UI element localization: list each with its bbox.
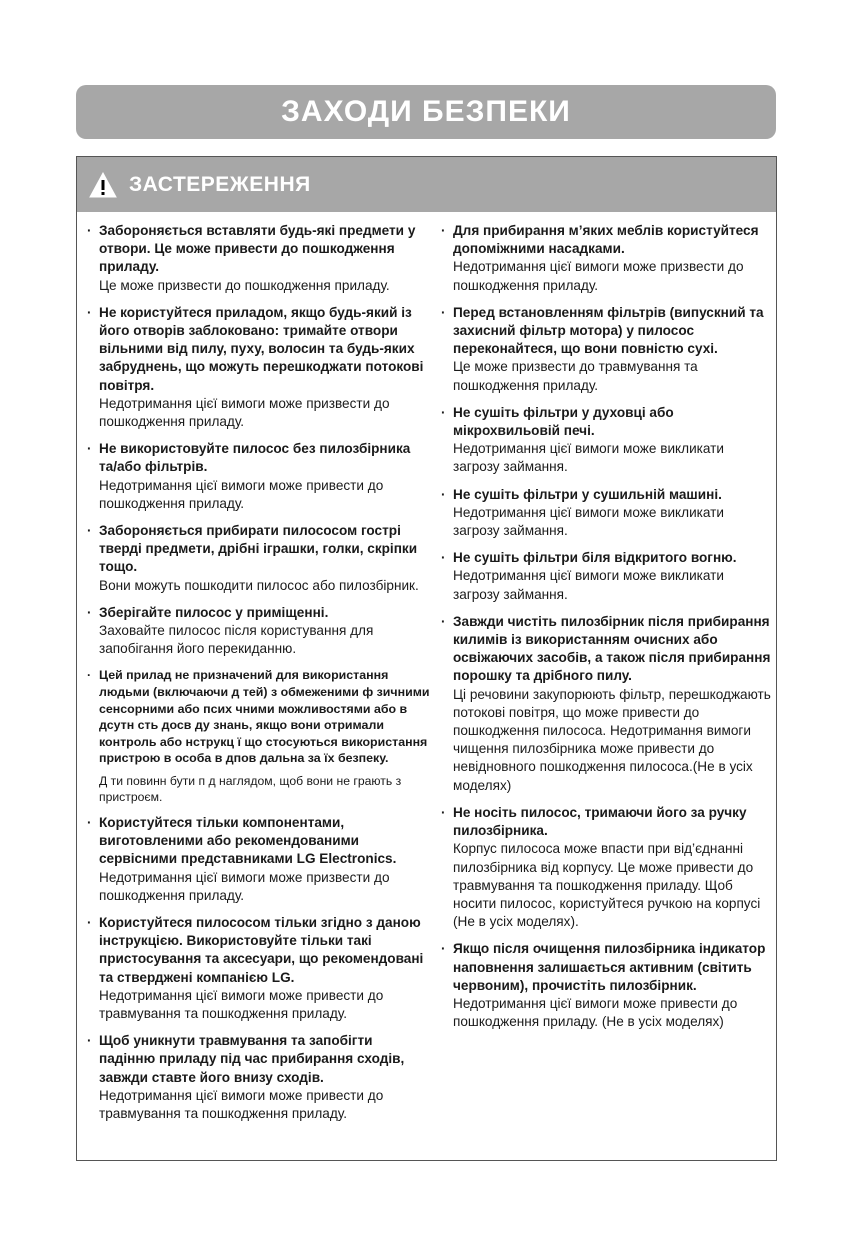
item-heading: Не використовуйте пилосос без пилозбірника та/або фільтрів. — [99, 441, 411, 475]
list-item: · Не сушіть фільтри у сушильній машині. Недотримання цієї вимоги може викликати загрозу займання. — [439, 486, 774, 541]
item-text: Недотримання цієї вимоги може призвести до пошкодження приладу. — [453, 259, 744, 293]
warning-triangle-icon — [89, 172, 117, 198]
list-item: · Цей прилад не призначений для використання людьми (включаючи д тей) з обмеженими ф зичними сенсорними або псих чними можливостями або в дсутн сть досв ду знань, якщо вони отримали контроль або нструкц ї що стосуються використання пристрою в особа в дпов дальна за їх безпеку. Д ти повинн бути п д наглядом, щоб вони не грають з пристроєм. — [87, 668, 430, 805]
item-text: Недотримання цієї вимоги може призвести до пошкодження приладу. — [99, 869, 390, 903]
item-heading: Не сушіть фільтри у сушильній машині. — [453, 486, 722, 502]
item-heading: Для прибирання м’яких меблів користуйтеся допоміжними насадками. — [453, 223, 759, 257]
list-item: · Зберігайте пилосос у приміщенні. Заховайте пилосос після користування для запобігання його перекиданню. — [85, 604, 430, 659]
item-heading: Не сушіть фільтри біля відкритого вогню. — [453, 550, 737, 566]
item-heading: Якщо після очищення пилозбірника індикатор наповнення залишається активним (світить червоним), прочистіть пилозбірник. — [453, 941, 766, 993]
item-text: Недотримання цієї вимоги може привести до пошкодження приладу. (Не в усіх моделях) — [453, 995, 738, 1030]
item-text: Недотримання цієї вимоги може викликати загрозу займання. — [453, 441, 725, 475]
left-column — [85, 222, 430, 1132]
item-text: Д ти повинн бути п д наглядом, щоб вони не грають з пристроєм. — [99, 774, 402, 805]
item-text: Заховайте пилосос після користування для запобігання його перекиданню. — [99, 623, 374, 657]
item-heading: Не сушіть фільтри у духовці або мікрохвильовій печі. — [453, 404, 674, 439]
item-text: Недотримання цієї вимоги може привести до травмування та пошкодження приладу. — [99, 987, 384, 1022]
item-text: Корпус пилососа може впасти при від’єднанні пилозбірника від корпусу. Це може привести до травмування та пошкодження приладу. Щоб носити пилосос, користуйтеся ручкою на корпусі (Не в усіх моделях). — [453, 841, 761, 930]
list-item: · Не сушіть фільтри біля відкритого вогню. Недотримання цієї вимоги може викликати загрозу займання. — [439, 549, 774, 604]
item-text: Недотримання цієї вимоги може привести до пошкодження приладу. — [99, 477, 384, 511]
list-item: · Щоб уникнути травмування та запобігти падінню приладу під час прибирання сходів, завжди ставте його внизу сходів. Недотримання цієї вимоги може привести до травмування та пошкодження приладу. — [85, 1032, 430, 1123]
list-item: · Забороняється вставляти будь-які предмети у отвори. Це може привести до пошкодження приладу. Це може призвести до пошкодження приладу. — [85, 222, 430, 295]
item-text: Недотримання цієї вимоги може привести до травмування та пошкодження приладу. — [99, 1087, 384, 1122]
item-text: Недотримання цієї вимоги може викликати загрозу займання. — [453, 504, 725, 539]
list-item: · Не користуйтеся приладом, якщо будь-який із його отворів заблоковано: тримайте отвори вільними від пилу, пуху, волосин та будь-яких забруднень, що можуть перешкоджати потокові повітря. Недотримання цієї вимоги може призвести до пошкодження приладу. — [85, 304, 430, 431]
item-heading: Не користуйтеся приладом, якщо будь-який із його отворів заблоковано: тримайте отвори вільними від пилу, пуху, волосин та будь-яких забруднень, що можуть перешкоджати потокові повітря. — [99, 304, 424, 393]
title-bar — [76, 85, 776, 139]
item-text: Вони можуть пошкодити пилосос або пилозбірник. — [99, 577, 419, 593]
item-heading: Не носіть пилосос, тримаючи його за ручку пилозбірника. — [453, 804, 747, 839]
item-heading: Зберігайте пилосос у приміщенні. — [99, 604, 329, 620]
list-item: · Для прибирання м’яких меблів користуйтеся допоміжними насадками. Недотримання цієї вимоги може призвести до пошкодження приладу. — [439, 222, 774, 295]
item-heading: Користуйтеся пилососом тільки згідно з даною інструкцією. Використовуйте тільки такі пристосування та аксесуари, що рекомендовані та стверджені компанією LG. — [99, 915, 424, 985]
list-item: · Якщо після очищення пилозбірника індикатор наповнення залишається активним (світить червоним), прочистіть пилозбірник. Недотримання цієї вимоги може привести до пошкодження приладу. (Не в усіх моделях) — [439, 940, 774, 1031]
item-heading: Забороняється прибирати пилососом гострі тверді предмети, дрібні іграшки, голки, скріпки тощо. — [99, 523, 418, 575]
list-item: · Завжди чистіть пилозбірник після прибирання килимів із використанням очисних або освіжаючих засобів, а також після прибирання порошку та дрібного пилу. Ці речовини закупорюють фільтр, перешкоджають потокові повітря, що може привести до пошкодження пилососа. Недотримання вимоги чищення пилозбірника може привести до невідновного пошкодження пилососа.(Не в усіх моделях) — [439, 613, 774, 795]
list-item: · Не носіть пилосос, тримаючи його за ручку пилозбірника. Корпус пилососа може впасти при від’єднанні пилозбірника від корпусу. Це може привести до травмування та пошкодження приладу. Щоб носити пилосос, користуйтеся ручкою на корпусі (Не в усіх моделях). — [439, 804, 774, 931]
item-heading: Забороняється вставляти будь-які предмети у отвори. Це може привести до пошкодження приладу. — [99, 223, 416, 275]
list-item: · Перед встановленням фільтрів (випускний та захисний фільтр мотора) у пилосос переконайтеся, що вони повністю сухі. Це може призвести до травмування та пошкодження приладу. — [439, 304, 774, 395]
list-item: · Користуйтеся тільки компонентами, виготовленими або рекомендованими сервісними представниками LG Electronics. Недотримання цієї вимоги може призвести до пошкодження приладу. — [85, 814, 430, 905]
warnings-frame — [76, 156, 777, 1161]
item-heading: Користуйтеся тільки компонентами, виготовленими або рекомендованими сервісними представниками LG Electronics. — [99, 815, 397, 867]
item-heading: Цей прилад не призначений для використання людьми (включаючи д тей) з обмеженими ф зичними сенсорними або псих чними можливостями або в дсутн сть досв ду знань, якщо вони отримали контроль або нструкц ї що стосуються використання пристрою в особа в дпов дальна за їх безпеку. — [99, 668, 430, 766]
item-text: Це може призвести до травмування та пошкодження приладу. — [453, 359, 698, 393]
item-text: Недотримання цієї вимоги може викликати загрозу займання. — [453, 568, 725, 602]
item-text: Ці речовини закупорюють фільтр, перешкоджають потокові повітря, що може привести до пошкодження пилососа. Недотримання вимоги чищення пилозбірника може привести до невідновного пошкодження пилососа.(Не в усіх моделях) — [453, 686, 771, 793]
section-header — [77, 157, 776, 212]
section-title: ЗАСТЕРЕЖЕННЯ — [129, 172, 311, 196]
item-text: Це може призвести до пошкодження приладу. — [99, 277, 390, 293]
item-heading: Щоб уникнути травмування та запобігти падінню приладу під час прибирання сходів, завжди ставте його внизу сходів. — [99, 1033, 405, 1085]
right-column — [439, 222, 774, 1040]
list-item: · Не використовуйте пилосос без пилозбірника та/або фільтрів. Недотримання цієї вимоги може привести до пошкодження приладу. — [85, 440, 430, 513]
list-item: · Не сушіть фільтри у духовці або мікрохвильовій печі. Недотримання цієї вимоги може викликати загрозу займання. — [439, 404, 774, 477]
list-item: · Забороняється прибирати пилососом гострі тверді предмети, дрібні іграшки, голки, скріпки тощо. Вони можуть пошкодити пилосос або пилозбірник. — [85, 522, 430, 595]
item-heading: Перед встановленням фільтрів (випускний та захисний фільтр мотора) у пилосос переконайтеся, що вони повністю сухі. — [453, 304, 764, 357]
page-title: ЗАХОДИ БЕЗПЕКИ — [281, 95, 571, 128]
item-heading: Завжди чистіть пилозбірник після прибирання килимів із використанням очисних або освіжаючих засобів, а також після прибирання порошку та дрібного пилу. — [453, 613, 771, 684]
list-item: · Користуйтеся пилососом тільки згідно з даною інструкцією. Використовуйте тільки такі пристосування та аксесуари, що рекомендовані та стверджені компанією LG. Недотримання цієї вимоги може привести до травмування та пошкодження приладу. — [85, 914, 430, 1023]
item-text: Недотримання цієї вимоги може призвести до пошкодження приладу. — [99, 395, 390, 430]
